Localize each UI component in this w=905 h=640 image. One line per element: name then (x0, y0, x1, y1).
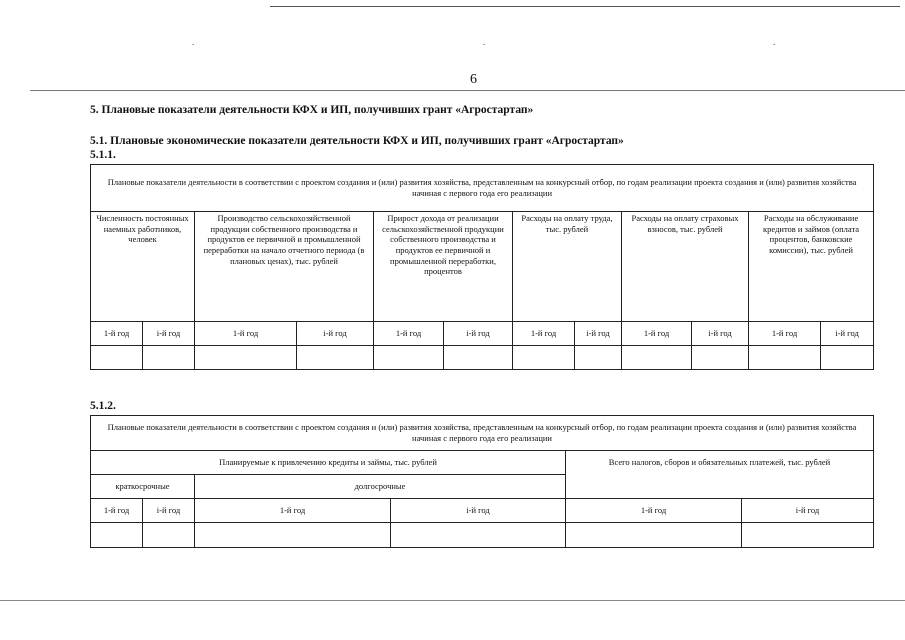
data-cell[interactable] (143, 523, 195, 548)
long-term-header: долгосрочные (195, 475, 566, 499)
year-header: i-й год (143, 321, 195, 345)
bottom-rule (0, 600, 905, 601)
year-header: 1-й год (374, 321, 444, 345)
header-rule (30, 90, 905, 91)
year-header: i-й год (297, 321, 374, 345)
table-row (91, 523, 874, 548)
year-header: i-й год (575, 321, 622, 345)
section-5-1-title: 5.1. Плановые экономические показатели деятельности КФХ и ИП, получивших грант «Агростартап» (90, 135, 624, 147)
table-1-caption: Плановые показатели деятельности в соответствии с проектом создания и (или) развития хозяйства, представленным на конкурсный отбор, по годам реализации проекта создания и (или) развития хозяйства начиная с первого года его реализации (91, 165, 874, 212)
table-1-label: 5.1.1. (90, 149, 116, 161)
data-cell[interactable] (391, 523, 566, 548)
short-term-header: краткосрочные (91, 475, 195, 499)
year-header: i-й год (391, 499, 566, 523)
top-rule (270, 6, 900, 7)
data-cell[interactable] (91, 523, 143, 548)
scan-mark: . (192, 37, 195, 47)
data-cell[interactable] (143, 345, 195, 369)
year-header: 1-й год (91, 321, 143, 345)
year-header: 1-й год (195, 499, 391, 523)
column-header: Расходы на оплату труда, тыс. рублей (513, 212, 622, 322)
year-header: i-й год (742, 499, 874, 523)
section-5-title: 5. Плановые показатели деятельности КФХ и ИП, получивших грант «Агростартап» (90, 104, 534, 116)
scan-mark: . (483, 37, 486, 47)
year-header: 1-й год (622, 321, 692, 345)
year-header: i-й год (692, 321, 749, 345)
data-cell[interactable] (195, 345, 297, 369)
year-header: i-й год (143, 499, 195, 523)
data-cell[interactable] (821, 345, 874, 369)
data-cell[interactable] (444, 345, 513, 369)
year-header: 1-й год (195, 321, 297, 345)
data-cell[interactable] (195, 523, 391, 548)
data-cell[interactable] (742, 523, 874, 548)
data-cell[interactable] (622, 345, 692, 369)
taxes-header: Всего налогов, сборов и обязательных платежей, тыс. рублей (566, 451, 874, 499)
loans-header: Планируемые к привлечению кредиты и займы, тыс. рублей (91, 451, 566, 475)
page-number: 6 (470, 72, 477, 87)
year-header: 1-й год (749, 321, 821, 345)
column-header: Численность постоянных наемных работников, человек (91, 212, 195, 322)
data-cell[interactable] (566, 523, 742, 548)
table-2-caption: Плановые показатели деятельности в соответствии с проектом создания и (или) развития хозяйства, представленным на конкурсный отбор, по годам реализации проекта создания и (или) развития хозяйства начиная с первого года его реализации (91, 416, 874, 451)
year-header: 1-й год (566, 499, 742, 523)
scan-mark: . (773, 37, 776, 47)
year-header: i-й год (444, 321, 513, 345)
data-cell[interactable] (513, 345, 575, 369)
column-header: Расходы на обслуживание кредитов и займов (оплата процентов, банковские комиссии), тыс. рублей (749, 212, 874, 322)
data-cell[interactable] (575, 345, 622, 369)
data-cell[interactable] (692, 345, 749, 369)
data-cell[interactable] (749, 345, 821, 369)
year-header: 1-й год (513, 321, 575, 345)
table-5-1-1 (90, 164, 874, 370)
column-header: Производство сельскохозяйственной продукции собственного производства и продуктов ее первичной и промышленной переработки на начало отчетного периода (в плановых ценах), тыс. рублей (195, 212, 374, 322)
column-header: Расходы на оплату страховых взносов, тыс. рублей (622, 212, 749, 322)
data-cell[interactable] (91, 345, 143, 369)
column-header: Прирост дохода от реализации сельскохозяйственной продукции собственного производства и продуктов ее первичной и промышленной переработки, процентов (374, 212, 513, 322)
table-row (91, 345, 874, 369)
year-header: i-й год (821, 321, 874, 345)
table-2-label: 5.1.2. (90, 400, 116, 412)
data-cell[interactable] (374, 345, 444, 369)
year-header: 1-й год (91, 499, 143, 523)
data-cell[interactable] (297, 345, 374, 369)
table-5-1-2 (90, 415, 874, 548)
